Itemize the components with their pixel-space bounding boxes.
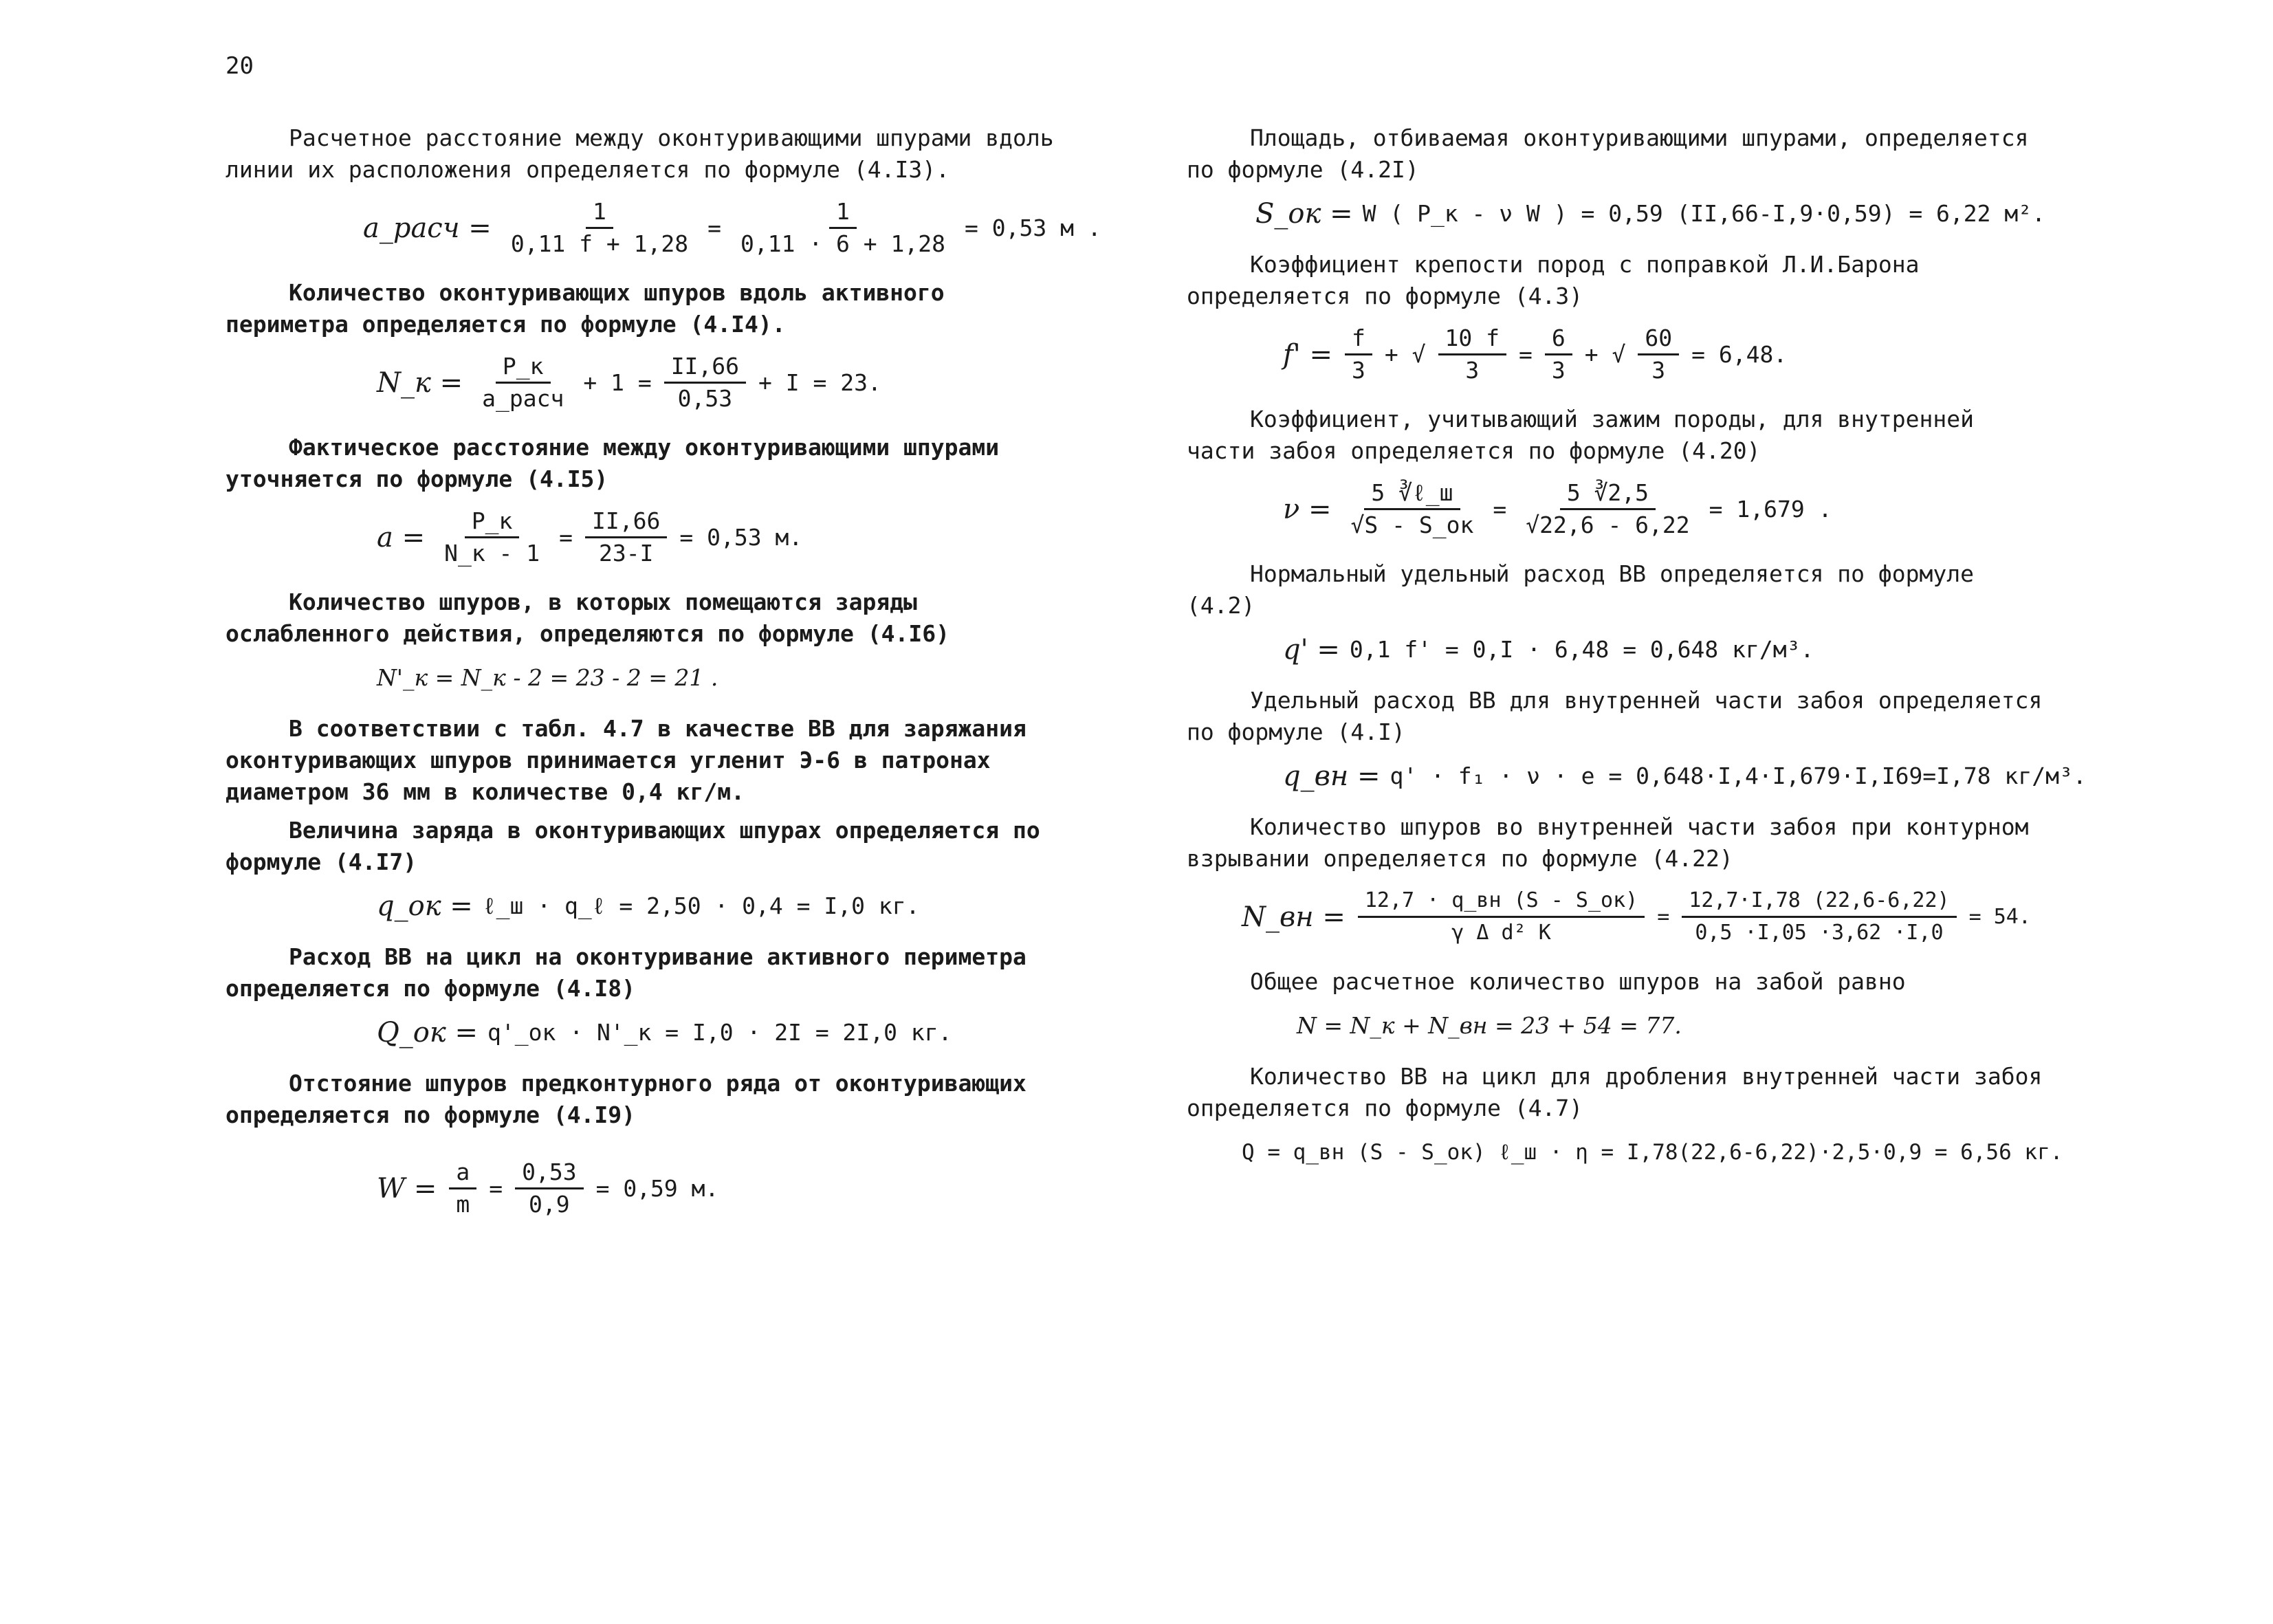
- fraction: [1345, 325, 1372, 384]
- formula-a-fact: [377, 507, 1071, 567]
- denominator: 3: [1352, 357, 1365, 384]
- formula-s-ok: [1255, 198, 2046, 230]
- denominator: N_к - 1: [444, 540, 540, 567]
- paragraph: Коэффициент, учитывающий зажим породы, для внутренней части забоя определяется по формуле (4.20): [1187, 406, 1974, 464]
- formula-n-k: [377, 353, 1071, 413]
- paragraph: Площадь, отбиваемая оконтуривающими шпурами, определяется по формуле (4.2I): [1187, 124, 2029, 183]
- paragraph: Количество оконтуривающих шпуров вдоль активного периметра определяется по формуле (4.I4).: [226, 279, 945, 338]
- paragraph: Количество шпуров, в которых помещаются заряды ослабленного действия, определяются по формуле (4.I6): [226, 589, 949, 647]
- denominator: 0,11 · 6 + 1,28: [740, 230, 945, 257]
- paragraph: Количество шпуров во внутренней части забоя при контурном взрывании определяется по формуле (4.22): [1187, 813, 2029, 872]
- fraction: [515, 1159, 583, 1218]
- denominator: 0,11 f + 1,28: [510, 230, 689, 257]
- equals: =: [489, 1174, 503, 1202]
- fraction: [449, 1159, 476, 1218]
- operator: + 1 =: [583, 369, 652, 396]
- formula-q-prime: [1283, 634, 2046, 666]
- formula-nu: [1283, 479, 2046, 539]
- denominator: a_расч: [482, 385, 564, 412]
- fraction: [475, 353, 571, 413]
- formula-lhs: N_к =: [377, 366, 463, 399]
- numerator: 5 ∛2,5: [1560, 479, 1656, 510]
- fraction: [504, 198, 695, 258]
- formula-lhs: S_ок =: [1255, 198, 1353, 230]
- numerator: a: [449, 1159, 476, 1189]
- paragraph: Количество ВВ на цикл для дробления внутренней части забоя определяется по формуле (4.7): [1187, 1063, 2043, 1121]
- denominator: √S - S_ок: [1350, 512, 1474, 538]
- formula-lhs: q' =: [1283, 634, 1340, 666]
- equals: =: [1493, 495, 1507, 523]
- formula-text: q' · f₁ · ν · e = 0,648·I,4·I,679·I,I69=I,78 кг/м³.: [1390, 762, 2087, 789]
- numerator: 5 ∛ℓ_ш: [1364, 479, 1460, 510]
- paragraph: Фактическое расстояние между оконтуривающими шпурами уточняется по формуле (4.I5): [226, 434, 1000, 492]
- fraction: [1682, 887, 1956, 947]
- denominator: 0,53: [677, 385, 733, 412]
- paragraph: Нормальный удельный расход ВВ определяется по формуле (4.2): [1187, 560, 1974, 619]
- fraction: [1638, 325, 1679, 384]
- formula-lhs: N_вн =: [1242, 901, 1346, 933]
- formula-Q: [1242, 1137, 2063, 1168]
- formula-text: Q = q_вн (S - S_ок) ℓ_ш · η = I,78(22,6-6,22)·2,5·0,9 = 6,56 кг.: [1242, 1140, 2063, 1165]
- result: = 0,59 м.: [595, 1174, 719, 1202]
- paragraph: Общее расчетное количество шпуров на забой равно: [1250, 968, 1906, 995]
- numerator: 6: [1545, 325, 1572, 355]
- denominator: 0,9: [529, 1191, 570, 1218]
- formula-Q-ok: [377, 1017, 1071, 1049]
- paragraph: Коэффициент крепости пород с поправкой Л.И.Барона определяется по формуле (4.3): [1187, 251, 1920, 309]
- formula-text: q'_ок · N'_к = I,0 · 2I = 2I,0 кг.: [487, 1019, 952, 1046]
- paragraph: Расход ВВ на цикл на оконтуривание активного периметра определяется по формуле (4.I8): [226, 943, 1026, 1002]
- formula-text: N = N_к + N_вн = 23 + 54 = 77.: [1297, 1012, 1682, 1039]
- equals: =: [1657, 904, 1670, 929]
- formula-lhs: a =: [377, 521, 426, 553]
- denominator: 23-I: [598, 540, 654, 567]
- equals: =: [1519, 340, 1533, 368]
- fraction: [585, 507, 667, 567]
- fraction: [1438, 325, 1506, 384]
- denominator: 3: [1651, 357, 1666, 384]
- equals: =: [559, 523, 573, 551]
- numerator: P_к: [496, 353, 551, 384]
- operator: + √: [1384, 340, 1426, 368]
- left-column: [226, 122, 1101, 1238]
- formula-text: ℓ_ш · q_ℓ = 2,50 · 0,4 = I,0 кг.: [482, 892, 920, 919]
- formula-n-vn: [1242, 887, 2046, 947]
- numerator: 10 f: [1438, 325, 1506, 355]
- formula-text: W ( P_к - ν W ) = 0,59 (II,66-I,9·0,59) = 6,22 м².: [1362, 200, 2045, 227]
- result: = 54.: [1968, 904, 2031, 929]
- equals: =: [707, 214, 721, 241]
- formula-lhs: f' =: [1283, 338, 1333, 371]
- fraction: [1358, 887, 1645, 947]
- paragraph: В соответствии с табл. 4.7 в качестве ВВ для заряжания оконтуривающих шпуров принимается угленит Э-6 в патронах диаметром 36 мм в количестве 0,4 кг/м.: [226, 715, 1026, 805]
- numerator: 60: [1638, 325, 1679, 355]
- formula-lhs: a_расч =: [363, 212, 492, 244]
- denominator: √22,6 - 6,22: [1526, 512, 1690, 538]
- numerator: 1: [586, 198, 613, 229]
- numerator: 12,7·I,78 (22,6-6,22): [1682, 887, 1956, 918]
- formula-text: N'_к = N_к - 2 = 23 - 2 = 21 .: [377, 664, 718, 691]
- formula-q-ok: [377, 890, 1071, 922]
- numerator: P_к: [465, 507, 520, 538]
- numerator: 12,7 · q_вн (S - S_ок): [1358, 887, 1645, 918]
- formula-q-vn: [1283, 760, 2087, 792]
- page-number: 20: [226, 52, 254, 80]
- paragraph: Величина заряда в оконтуривающих шпурах определяется по формуле (4.I7): [226, 817, 1040, 875]
- denominator: 3: [1551, 357, 1566, 384]
- formula-lhs: q_ок =: [377, 890, 473, 922]
- formula-lhs: q_вн =: [1283, 760, 1381, 792]
- fraction: [1519, 479, 1696, 539]
- formula-text: 0,1 f' = 0,I · 6,48 = 0,648 кг/м³.: [1349, 636, 1814, 663]
- formula-n-k-prime: [377, 662, 1071, 694]
- denominator: 0,5 ·I,05 ·3,62 ·I,0: [1695, 921, 1944, 945]
- operator: + √: [1584, 340, 1626, 368]
- denominator: 3: [1465, 357, 1480, 384]
- formula-lhs: ν =: [1283, 493, 1332, 525]
- right-column: [1187, 122, 2087, 1187]
- fraction: [1344, 479, 1481, 539]
- formula-w: [377, 1159, 1071, 1218]
- paragraph: Расчетное расстояние между оконтуривающими шпурами вдоль линии их расположения определяется по формуле (4.I3).: [226, 124, 1054, 183]
- numerator: II,66: [664, 353, 746, 384]
- fraction: [734, 198, 952, 258]
- formula-lhs: W =: [377, 1172, 437, 1205]
- fraction: [664, 353, 746, 413]
- paragraph: Удельный расход ВВ для внутренней части забоя определяется по формуле (4.I): [1187, 687, 2043, 745]
- formula-f-prime: [1283, 325, 2046, 384]
- paragraph: Отстояние шпуров предконтурного ряда от оконтуривающих определяется по формуле (4.I9): [226, 1070, 1026, 1128]
- numerator: 1: [829, 198, 857, 229]
- numerator: II,66: [585, 507, 667, 538]
- numerator: 0,53: [515, 1159, 583, 1189]
- result: = 6,48.: [1691, 340, 1788, 368]
- formula-a-rasch: [363, 198, 1101, 258]
- result: = 1,679 .: [1709, 495, 1832, 523]
- result: = 0,53 м .: [965, 214, 1101, 241]
- formula-lhs: Q_ок =: [377, 1017, 478, 1049]
- formula-n-total: [1297, 1010, 2046, 1042]
- denominator: γ Δ d² K: [1451, 921, 1551, 945]
- result: = 0,53 м.: [679, 523, 803, 551]
- fraction: [437, 507, 547, 567]
- denominator: m: [456, 1191, 470, 1218]
- fraction: [1545, 325, 1572, 384]
- result: + I = 23.: [758, 369, 881, 396]
- numerator: f: [1345, 325, 1372, 355]
